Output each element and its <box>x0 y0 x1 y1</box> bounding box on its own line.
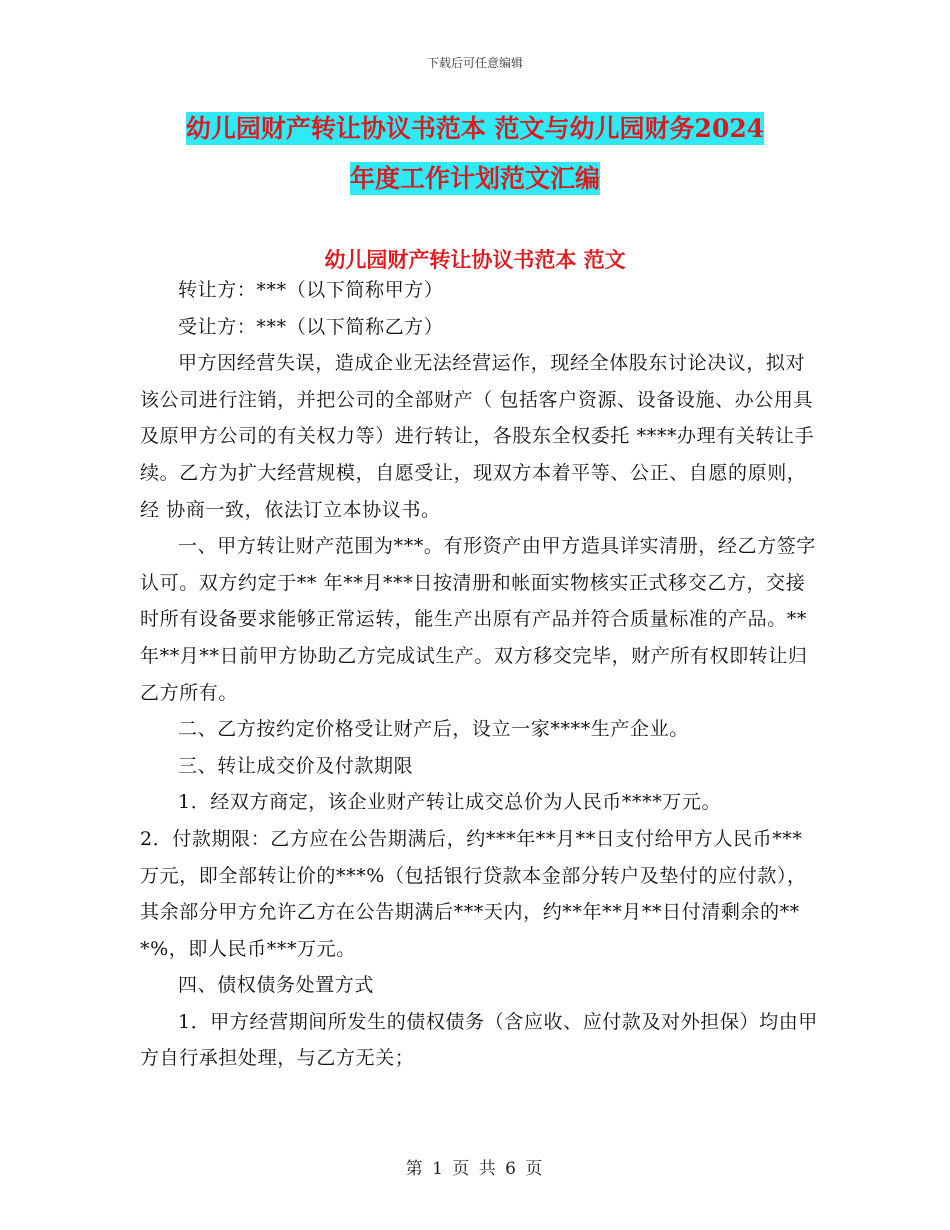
document-body <box>140 272 820 1077</box>
document-title-line1: 幼儿园财产转让协议书范本 范文与幼儿园财务2024 <box>185 114 765 143</box>
paragraph-clause-4-heading: 四、债权债务处置方式 <box>178 974 375 997</box>
paragraph-clause-4-item-1: 1．甲方经营期间所发生的债权债务（含应收、应付款及对外担保）均由甲方自行承担处理，与乙方无关； <box>140 1010 818 1070</box>
paragraph-transferee: 受让方：***（以下简称乙方） <box>178 315 444 338</box>
paragraph-clause-3-item-2: 2．付款期限：乙方应在公告期满后，约***年**月**日支付给甲方人民币***万元，即全部转让价的***%（包括银行贷款本金部分转户及垫付的应付款），其余部分甲方允许乙方在公告期满后***天内，约**年**月**日付清剩余的***%，即人民币***万元。 <box>140 827 807 960</box>
section-title: 幼儿园财产转让协议书范本 范文 <box>324 247 626 272</box>
paragraph-clause-3-heading: 三、转让成交价及付款期限 <box>178 754 414 777</box>
header-note: 下载后可任意编辑 <box>426 56 523 70</box>
paragraph-background: 甲方因经营失误，造成企业无法经营运作，现经全体股东讨论决议，拟对该公司进行注销，并把公司的全部财产（ 包括客户资源、设备设施、办公用具及原甲方公司的有关权力等）进行转让，各股东全权委托 ****办理有关转让手续。乙方为扩大经营规模，自愿受让，现双方本着平等、公正、自愿的原则，经 协商一致，依法订立本协议书。 <box>140 352 815 521</box>
paragraph-clause-2: 二、乙方按约定价格受让财产后，设立一家****生产企业。 <box>178 718 689 741</box>
paragraph-clause-3-item-1: 1．经双方商定，该企业财产转让成交总价为人民币****万元。 <box>178 791 722 814</box>
paragraph-transferor: 转让方：***（以下简称甲方） <box>178 279 444 301</box>
paragraph-clause-1: 一、甲方转让财产范围为***。有形资产由甲方造具详实清册，经乙方签字认可。双方约定于** 年**月***日按清册和帐面实物核实正式移交乙方，交接时所有设备要求能够正常运转，能生产出原有产品并符合质量标准的产品。**年**月**日前甲方协助乙方完成试生产。双方移交完毕，财产所有权即转让归乙方所有。 <box>140 535 816 704</box>
document-title-line2: 年度工作计划范文汇编 <box>349 164 600 193</box>
page-footer: 第 1 页 共 6 页 <box>405 1159 545 1179</box>
document-title <box>140 104 810 204</box>
